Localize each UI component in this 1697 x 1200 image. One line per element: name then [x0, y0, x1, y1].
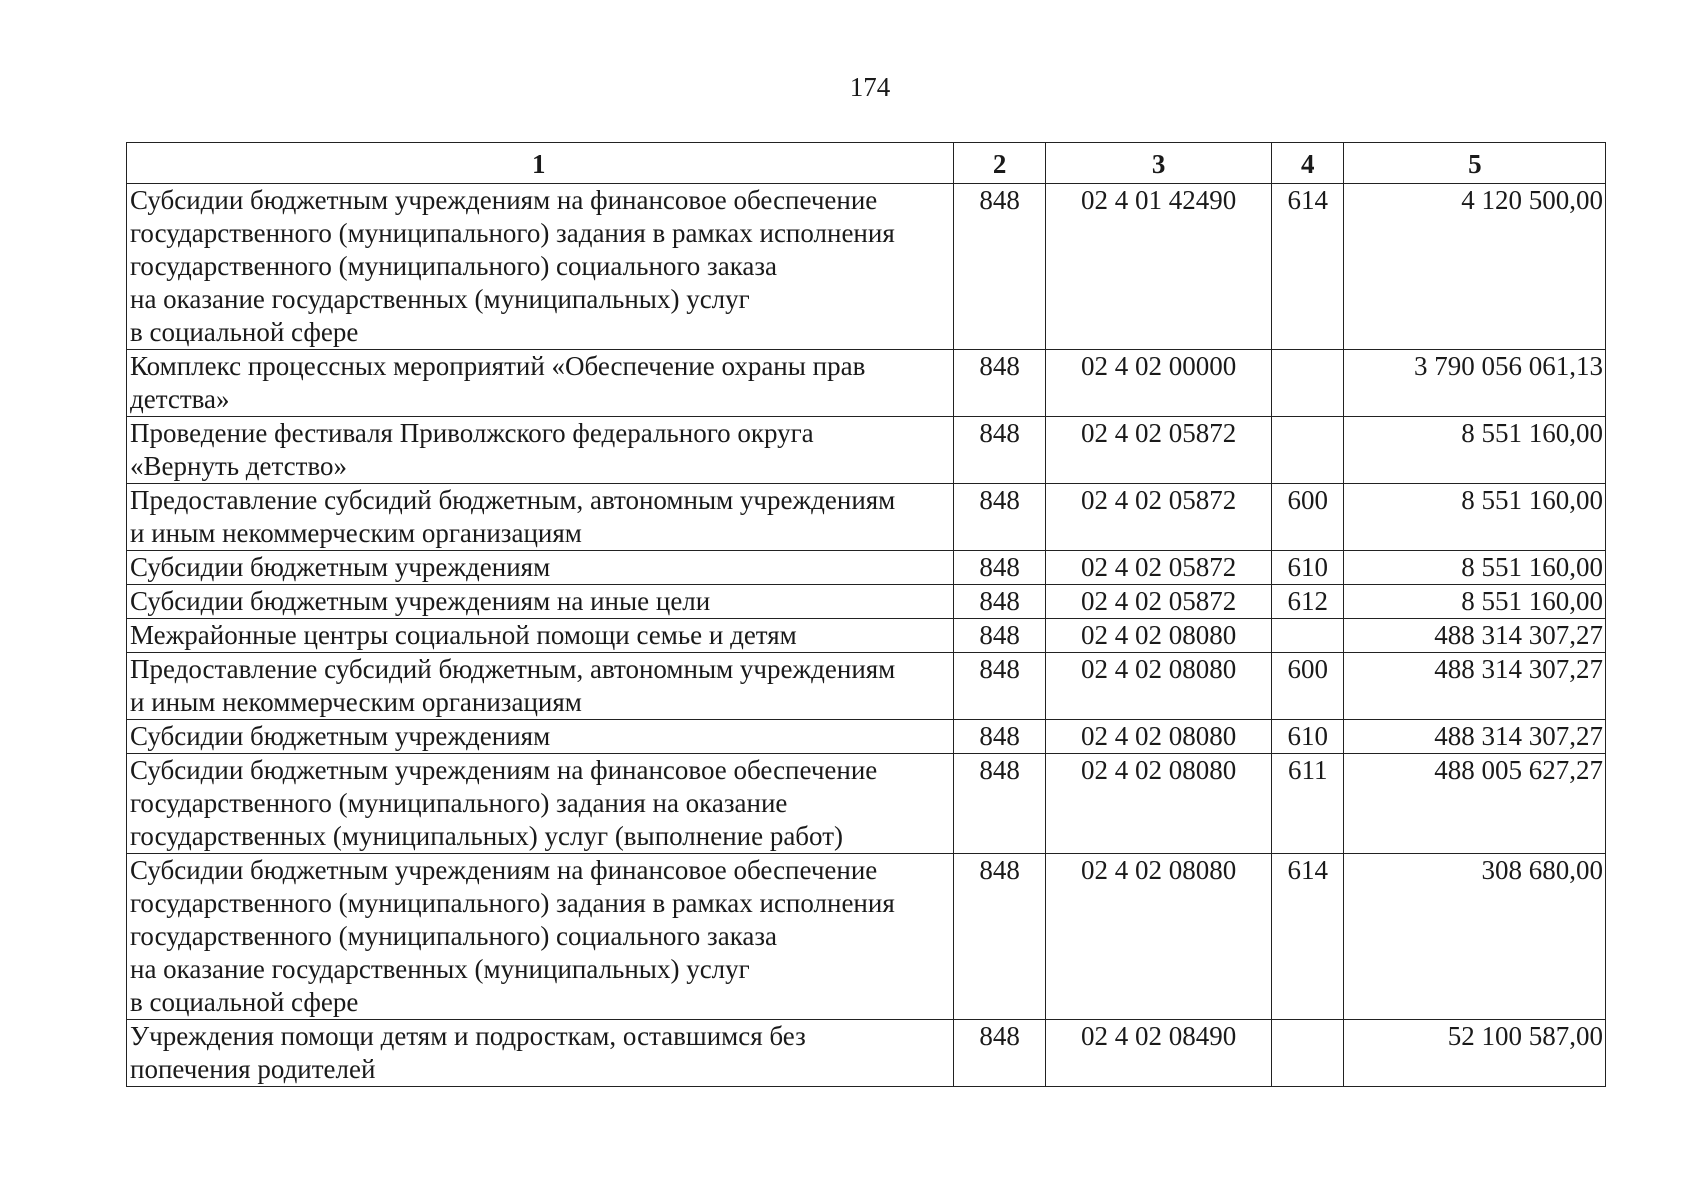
table-row	[127, 1020, 1606, 1087]
table-row	[127, 720, 1606, 754]
row-name: Учреждения помощи детям и подросткам, оставшимся без попечения родителей	[127, 1020, 954, 1087]
table-row	[127, 619, 1606, 653]
table-row	[127, 417, 1606, 484]
row-name: Субсидии бюджетным учреждениям на иные цели	[127, 585, 954, 619]
row-ministry-code: 848	[953, 585, 1045, 619]
row-amount: 488 005 627,27	[1343, 754, 1605, 854]
table-row	[127, 350, 1606, 417]
row-name: Субсидии бюджетным учреждениям на финансовое обеспечение государственного (муниципального) задания в рамках исполнения государственного (муниципального) социального заказа на оказание государственных (муниципальных) услуг в социальной сфере	[127, 184, 954, 350]
row-expense-type	[1271, 619, 1343, 653]
header-col-5: 5	[1343, 143, 1605, 184]
row-name: Предоставление субсидий бюджетным, автономным учреждениям и иным некоммерческим организациям	[127, 653, 954, 720]
row-name: Межрайонные центры социальной помощи семье и детям	[127, 619, 954, 653]
table-row	[127, 184, 1606, 350]
row-expense-type: 600	[1271, 653, 1343, 720]
row-ministry-code: 848	[953, 720, 1045, 754]
row-ministry-code: 848	[953, 551, 1045, 585]
row-target-code: 02 4 01 42490	[1045, 184, 1271, 350]
row-name: Предоставление субсидий бюджетным, автономным учреждениям и иным некоммерческим организациям	[127, 484, 954, 551]
row-target-code: 02 4 02 08080	[1045, 720, 1271, 754]
header-col-4: 4	[1271, 143, 1343, 184]
row-name: Субсидии бюджетным учреждениям	[127, 551, 954, 585]
row-name: Проведение фестиваля Приволжского федерального округа «Вернуть детство»	[127, 417, 954, 484]
table-row	[127, 585, 1606, 619]
row-target-code: 02 4 02 05872	[1045, 417, 1271, 484]
table-row	[127, 484, 1606, 551]
row-ministry-code: 848	[953, 854, 1045, 1020]
table-row	[127, 653, 1606, 720]
row-amount: 8 551 160,00	[1343, 585, 1605, 619]
row-ministry-code: 848	[953, 619, 1045, 653]
row-expense-type: 610	[1271, 720, 1343, 754]
row-target-code: 02 4 02 05872	[1045, 484, 1271, 551]
row-expense-type: 600	[1271, 484, 1343, 551]
row-amount: 488 314 307,27	[1343, 720, 1605, 754]
header-col-3: 3	[1045, 143, 1271, 184]
row-amount: 3 790 056 061,13	[1343, 350, 1605, 417]
header-col-1: 1	[127, 143, 954, 184]
row-expense-type: 612	[1271, 585, 1343, 619]
row-expense-type	[1271, 350, 1343, 417]
row-target-code: 02 4 02 05872	[1045, 585, 1271, 619]
row-amount: 8 551 160,00	[1343, 417, 1605, 484]
budget-table	[126, 142, 1606, 1087]
table-row	[127, 754, 1606, 854]
row-target-code: 02 4 02 05872	[1045, 551, 1271, 585]
table-row	[127, 551, 1606, 585]
row-ministry-code: 848	[953, 350, 1045, 417]
row-ministry-code: 848	[953, 184, 1045, 350]
row-name: Субсидии бюджетным учреждениям на финансовое обеспечение государственного (муниципального) задания на оказание государственных (муниципальных) услуг (выполнение работ)	[127, 754, 954, 854]
table-header-row	[127, 143, 1606, 184]
row-target-code: 02 4 02 08080	[1045, 619, 1271, 653]
row-target-code: 02 4 02 08080	[1045, 754, 1271, 854]
row-target-code: 02 4 02 08080	[1045, 854, 1271, 1020]
row-expense-type: 610	[1271, 551, 1343, 585]
header-col-2: 2	[953, 143, 1045, 184]
row-amount: 488 314 307,27	[1343, 653, 1605, 720]
row-amount: 488 314 307,27	[1343, 619, 1605, 653]
row-amount: 52 100 587,00	[1343, 1020, 1605, 1087]
row-name: Комплекс процессных мероприятий «Обеспечение охраны прав детства»	[127, 350, 954, 417]
row-amount: 8 551 160,00	[1343, 551, 1605, 585]
row-ministry-code: 848	[953, 653, 1045, 720]
row-expense-type: 614	[1271, 854, 1343, 1020]
row-amount: 4 120 500,00	[1343, 184, 1605, 350]
page-number: 174	[849, 72, 891, 102]
row-name: Субсидии бюджетным учреждениям на финансовое обеспечение государственного (муниципального) задания в рамках исполнения государственного (муниципального) социального заказа на оказание государственных (муниципальных) услуг в социальной сфере	[127, 854, 954, 1020]
row-ministry-code: 848	[953, 1020, 1045, 1087]
row-target-code: 02 4 02 08080	[1045, 653, 1271, 720]
row-expense-type: 611	[1271, 754, 1343, 854]
row-ministry-code: 848	[953, 754, 1045, 854]
row-name: Субсидии бюджетным учреждениям	[127, 720, 954, 754]
row-expense-type	[1271, 1020, 1343, 1087]
row-expense-type: 614	[1271, 184, 1343, 350]
table-row	[127, 854, 1606, 1020]
row-expense-type	[1271, 417, 1343, 484]
row-ministry-code: 848	[953, 484, 1045, 551]
row-amount: 308 680,00	[1343, 854, 1605, 1020]
row-amount: 8 551 160,00	[1343, 484, 1605, 551]
row-target-code: 02 4 02 00000	[1045, 350, 1271, 417]
row-ministry-code: 848	[953, 417, 1045, 484]
row-target-code: 02 4 02 08490	[1045, 1020, 1271, 1087]
